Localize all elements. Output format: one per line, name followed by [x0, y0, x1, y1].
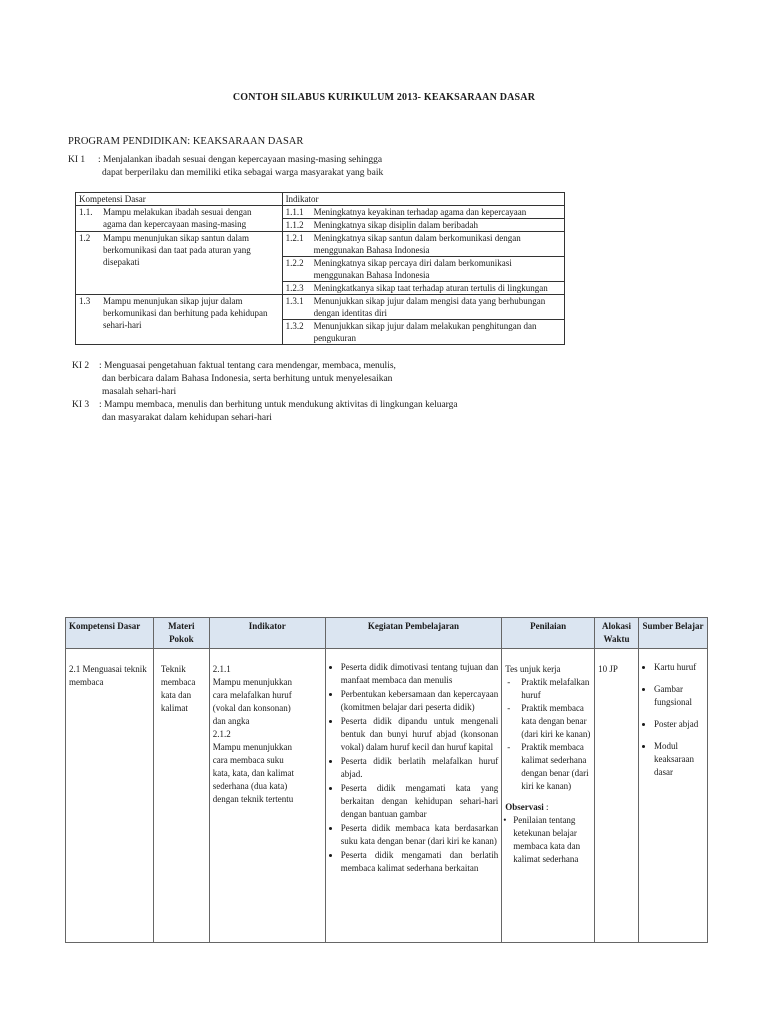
- penilaian-intro: Tes unjuk kerja: [505, 664, 561, 674]
- indicator-cell: [282, 295, 564, 320]
- table-header-row: [66, 618, 708, 649]
- penilaian-cell: [502, 649, 595, 943]
- indicator-cell: [282, 257, 564, 282]
- indicator-number: 1.2.2: [285, 258, 304, 268]
- indicator-cell: [282, 232, 564, 257]
- table-row: [76, 295, 565, 320]
- list-item: • Peserta didik dimotivasi tentang tujuan dan manfaat membaca dan menulis: [341, 661, 499, 687]
- kd-cell: [76, 206, 283, 232]
- indicator-text: Meningkatnya sikap percaya diri dalam berkomunikasi menggunakan Bahasa Indonesia: [313, 258, 512, 280]
- indicator-number: 2.1.1: [212, 664, 231, 674]
- header-kompetensi-dasar: Kompetensi Dasar: [76, 193, 283, 206]
- observasi-label: Observasi: [505, 802, 544, 812]
- kd-number: 2.1: [69, 664, 81, 674]
- silabus-table: [65, 617, 708, 943]
- list-item: • Peserta didik membaca kata berdasarkan suku kata dengan benar (dari kiri ke kanan): [341, 822, 499, 848]
- kd-text: Mampu menunjukan sikap santun dalam berkomunikasi dan taat pada aturan yang disepakati: [103, 233, 251, 267]
- indicator-item: [213, 728, 322, 806]
- list-item: • Perbentukan kebersamaan dan kepercayaan (komitmen belajar dari peserta didik): [341, 688, 499, 714]
- list-item: • Peserta didik mengamati dan berlatih membaca kalimat sederhana berkaitan: [341, 849, 499, 875]
- indicator-text: Meningkatnya sikap santun dalam berkomunikasi dengan menggunakan Bahasa Indonesia: [313, 233, 521, 255]
- indicator-cell: [282, 320, 564, 345]
- indikator-cell: [209, 649, 325, 943]
- indicator-text: Mampu menunjukkan cara melafalkan huruf (vokal dan konsonan) dan angka: [212, 677, 293, 726]
- header-alokasi-waktu: Alokasi Waktu: [595, 618, 639, 649]
- kd-cell: [76, 295, 283, 345]
- ki3-line2: dan masyarakat dalam kehidupan sehari-hari: [102, 413, 272, 423]
- header-sumber-belajar: Sumber Belajar: [639, 618, 708, 649]
- indicator-text: Meningkatnya keyakinan terhadap agama dan kepercayaan: [313, 207, 527, 217]
- table-header-row: [76, 193, 565, 206]
- observasi-item: • Penilaian tentang ketekunan belajar membaca kata dan kalimat sederhana: [503, 815, 581, 864]
- table-row: [66, 649, 708, 943]
- sumber-cell: [639, 649, 708, 943]
- indicator-cell: [282, 219, 564, 232]
- header-kompetensi-dasar: Kompetensi Dasar: [66, 618, 154, 649]
- ki2-line2: dan berbicara dalam Bahasa Indonesia, serta berhitung untuk menyelesaikan: [102, 374, 393, 384]
- observasi-heading: [505, 801, 591, 814]
- kompetensi-table-1: [75, 192, 565, 345]
- list-item: • Peserta didik mengamati kata yang berkaitan dengan kehidupan sehari-hari dengan bantuan gambar: [341, 782, 499, 821]
- list-item: • Peserta didik dipandu untuk mengenali bentuk dan bunyi huruf abjad (konsonan vokal) dalam huruf kecil dan huruf kapital: [341, 715, 499, 754]
- indicator-item: [213, 663, 322, 728]
- indicator-number: 1.1.1: [285, 207, 304, 217]
- kd-number: 1.1.: [79, 207, 93, 217]
- penilaian-item: - Praktik membaca kata dengan benar (dari kiri ke kanan): [507, 703, 591, 739]
- ki3-label: KI 3: [72, 400, 90, 410]
- materi-cell: [153, 649, 209, 943]
- kd-cell: [66, 649, 154, 943]
- kegiatan-cell: [325, 649, 502, 943]
- observasi-colon: :: [543, 802, 549, 812]
- header-indikator: Indikator: [209, 618, 325, 649]
- program-heading: PROGRAM PENDIDIKAN: KEAKSARAAN DASAR: [68, 136, 304, 147]
- penilaian-item: - Praktik melafalkan huruf: [507, 677, 590, 700]
- materi-text: Teknik membaca kata dan kalimat: [160, 664, 196, 713]
- ki1-line1: : Menjalankan ibadah sesuai dengan kepercayaan masing-masing sehingga: [98, 155, 383, 165]
- kd-text: Mampu melakukan ibadah sesuai dengan agama dan kepercayaan masing-masing: [103, 207, 252, 229]
- ki2-label: KI 2: [72, 361, 90, 371]
- header-kegiatan-pembelajaran: Kegiatan Pembelajaran: [325, 618, 502, 649]
- kd-text: Menguasai teknik membaca: [69, 664, 147, 687]
- alokasi-cell: [595, 649, 639, 943]
- indicator-text: Menunjukkan sikap jujur dalam mengisi data yang berhubungan dengan identitas diri: [313, 296, 546, 318]
- penilaian-item: - Praktik membaca kalimat sederhana dengan benar (dari kiri ke kanan): [507, 742, 589, 791]
- ki2-line3: masalah sehari-hari: [102, 387, 177, 397]
- kegiatan-list: [329, 661, 499, 875]
- ki2-line1: : Menguasai pengetahuan faktual tentang cara mendengar, membaca, menulis,: [99, 361, 396, 371]
- indicator-text: Mampu menunjukkan cara membaca suku kata, kata, dan kalimat sederhana (dua kata) dengan teknik tertentu: [212, 742, 295, 804]
- list-item: • Peserta didik berlatih melafalkan huruf abjad.: [341, 755, 499, 781]
- indicator-cell: [282, 206, 564, 219]
- ki1-label: KI 1: [68, 155, 86, 165]
- kd-cell: [76, 232, 283, 295]
- ki1-line2: dapat berperilaku dan memiliki etika sebagai warga masyarakat yang baik: [102, 168, 384, 178]
- sumber-list: [642, 661, 704, 779]
- indicator-text: Meningkatnya sikap disiplin dalam beribadah: [313, 220, 479, 230]
- header-penilaian: Penilaian: [502, 618, 595, 649]
- header-materi-pokok: Materi Pokok: [153, 618, 209, 649]
- indicator-cell: [282, 282, 564, 295]
- alokasi-text: 10 JP: [598, 664, 618, 674]
- indicator-number: 1.1.2: [285, 220, 304, 230]
- ki3-line1: : Mampu membaca, menulis dan berhitung untuk mendukung aktivitas di lingkungan keluarga: [99, 400, 458, 410]
- indicator-number: 1.3.2: [285, 321, 304, 331]
- header-indikator: Indikator: [282, 193, 564, 206]
- indicator-number: 2.1.2: [212, 729, 231, 739]
- list-item: • Kartu huruf: [654, 661, 704, 674]
- list-item: • Gambar fungsional: [654, 683, 704, 709]
- indicator-text: Menunjukkan sikap jujur dalam melakukan penghitungan dan pengukuran: [313, 321, 537, 343]
- table-row: [76, 232, 565, 257]
- kd-number: 1.3: [79, 296, 91, 306]
- indicator-number: 1.3.1: [285, 296, 304, 306]
- document-title: CONTOH SILABUS KURIKULUM 2013- KEAKSARAAN DASAR: [232, 92, 536, 103]
- indicator-text: Meningkatkanya sikap taat terhadap aturan tertulis di lingkungan: [313, 283, 548, 293]
- table-row: [76, 206, 565, 219]
- kd-number: 1.2: [79, 233, 91, 243]
- indicator-number: 1.2.3: [285, 283, 304, 293]
- list-item: • Modul keaksaraan dasar: [654, 740, 704, 779]
- kd-text: Mampu menunjukan sikap jujur dalam berkomunikasi dan berhitung pada kehidupan sehari-hari: [103, 296, 268, 330]
- list-item: • Poster abjad: [654, 718, 704, 731]
- indicator-number: 1.2.1: [285, 233, 304, 243]
